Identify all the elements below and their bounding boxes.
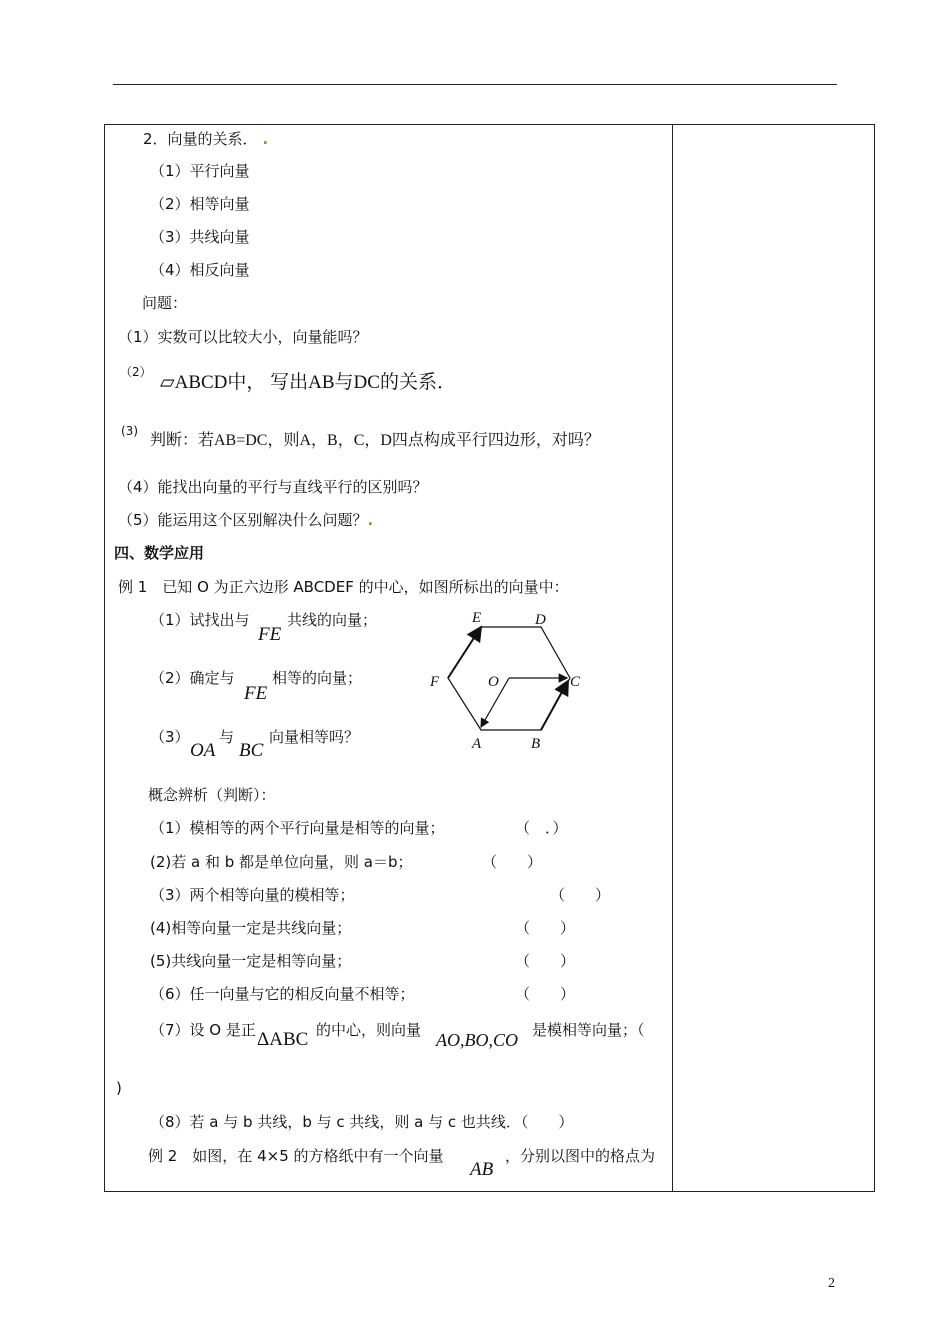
example2-tail: ，分别以图中的格点为 bbox=[505, 1147, 656, 1165]
question-1: （1）实数可以比较大小，向量能吗？ bbox=[118, 328, 368, 346]
concept-7-close: ) bbox=[116, 1079, 122, 1097]
header-rule bbox=[113, 84, 837, 85]
example1-q1-vector: FE bbox=[258, 624, 282, 645]
concept-4-answer: （ ） bbox=[515, 919, 576, 937]
concept-2-answer: （ ） bbox=[482, 853, 543, 871]
concept-4: (4)相等向量一定是共线向量； bbox=[150, 919, 352, 937]
relation-item-opposite: （4）相反向量 bbox=[150, 261, 250, 279]
label-a: A bbox=[472, 736, 482, 752]
label-b: B bbox=[531, 736, 541, 752]
example1-q1: （1）试找出与 bbox=[150, 611, 250, 629]
concept-7-mid: 的中心，则向量 bbox=[316, 1021, 422, 1039]
example1-q2-vector: FE bbox=[244, 683, 268, 704]
concept-3-answer: （ ） bbox=[550, 886, 611, 904]
concept-5: (5)共线向量一定是相等向量； bbox=[150, 952, 352, 970]
vector-bc-arrow bbox=[541, 681, 568, 730]
question-3-number: (3) bbox=[121, 424, 138, 438]
hexagon-diagram bbox=[420, 605, 600, 755]
label-e: E bbox=[472, 610, 482, 626]
label-o: O bbox=[488, 674, 499, 690]
concept-5-answer: （ ） bbox=[515, 952, 576, 970]
question-heading: 问题： bbox=[142, 294, 188, 312]
concept-1: （1）模相等的两个平行向量是相等的向量； bbox=[150, 819, 445, 837]
example1-q2: （2）确定与 bbox=[150, 669, 235, 687]
question-4: （4）能找出向量的平行与直线平行的区别吗？ bbox=[118, 478, 428, 496]
concept-6-answer: （ ） bbox=[515, 985, 576, 1003]
example1-q3: （3） bbox=[150, 728, 190, 746]
question-2-text: ▱ABCD中， 写出AB与DC的关系． bbox=[160, 372, 456, 393]
label-f: F bbox=[430, 674, 440, 690]
concept-8: （8）若 a 与 b 共线，b 与 c 共线，则 a 与 c 也共线．（ ） bbox=[150, 1113, 574, 1131]
label-c: C bbox=[570, 674, 581, 690]
page-number: 2 bbox=[828, 1276, 835, 1291]
example2-vector: AB bbox=[470, 1159, 494, 1180]
example1-q3-vector-bc: BC bbox=[239, 740, 264, 761]
example1-q2-tail: 相等的向量； bbox=[272, 669, 363, 687]
concept-6: （6）任一向量与它的相反向量不相等； bbox=[150, 985, 415, 1003]
table-column-divider bbox=[672, 124, 673, 1192]
relation-item-equal: （2）相等向量 bbox=[150, 195, 250, 213]
concept-3: （3）两个相等向量的模相等； bbox=[150, 886, 355, 904]
example1-intro: 例 1 已知 O 为正六边形 ABCDEF 的中心，如图所标出的向量中： bbox=[118, 578, 569, 596]
label-d: D bbox=[535, 612, 546, 628]
example1-q1-tail: 共线的向量； bbox=[287, 611, 378, 629]
example2-text: 例 2 如图，在 4×5 的方格纸中有一个向量 bbox=[148, 1147, 444, 1165]
section2-title: 2．向量的关系． . bbox=[143, 130, 269, 148]
example1-q3-vector-oa: OA bbox=[190, 740, 216, 761]
concept-2: (2)若 a 和 b 都是单位向量，则 a＝b； bbox=[150, 853, 413, 871]
example1-q3-tail: 向量相等吗？ bbox=[269, 728, 360, 746]
section4-heading: 四、数学应用 bbox=[114, 544, 205, 562]
concepts-heading: 概念辨析（判断）： bbox=[148, 786, 276, 804]
concept-1-answer: （ ．） bbox=[515, 819, 568, 837]
concept-7-triangle: ΔABC bbox=[257, 1029, 309, 1050]
question-3-text: 判断：若AB=DC，则A，B，C，D四点构成平行四边形，对吗？ bbox=[150, 432, 600, 449]
relation-item-parallel: （1）平行向量 bbox=[150, 162, 250, 180]
concept-7-tail: 是模相等向量；（ bbox=[532, 1021, 645, 1039]
question-5: （5）能运用这个区别解决什么问题？. bbox=[118, 511, 374, 529]
concept-7-vectors: AO,BO,CO bbox=[436, 1030, 518, 1050]
concept-7-pre: （7）设 O 是正 bbox=[150, 1021, 256, 1039]
vector-fe-arrow bbox=[448, 627, 481, 678]
question-2-number: （2） bbox=[120, 365, 152, 379]
example1-q3-mid: 与 bbox=[219, 728, 235, 746]
relation-item-collinear: （3）共线向量 bbox=[150, 228, 250, 246]
